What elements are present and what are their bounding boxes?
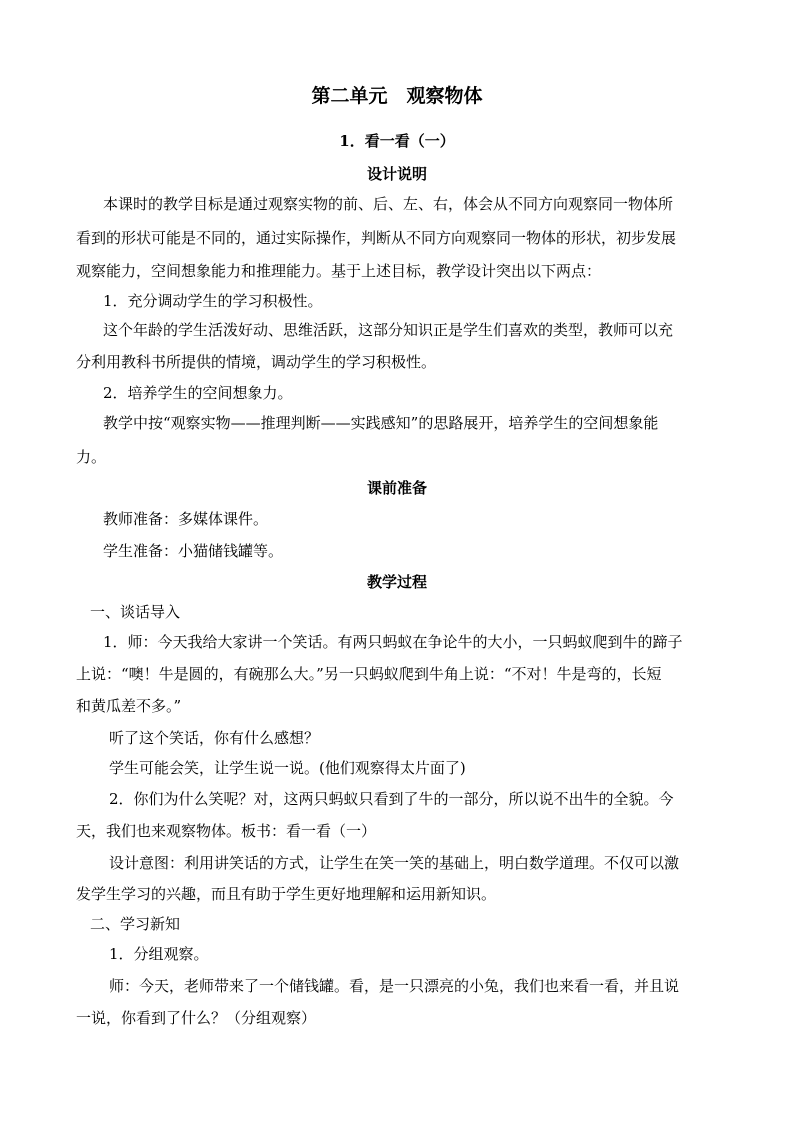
process-paragraph-line: 2．你们为什么笑呢？对，这两只蚂蚁只看到了牛的一部分，所以说不出牛的全貌。今	[109, 790, 674, 808]
design-paragraph-line: 力。	[76, 448, 107, 466]
process-paragraph-line: 上说：“噢！牛是圆的，有碗那么大。”另一只蚂蚁爬到牛角上说：“不对！牛是弯的，长短	[76, 665, 662, 683]
prep-student: 学生准备：小猫储钱罐等。	[103, 542, 284, 560]
design-paragraph-line: 观察能力，空间想象能力和推理能力。基于上述目标，教学设计突出以下两点：	[76, 262, 602, 280]
lesson-title: 1．看一看（一）	[339, 132, 455, 150]
design-point-1: 1．充分调动学生的学习积极性。	[103, 292, 323, 310]
process-paragraph-line: 师：今天，老师带来了一个储钱罐。看，是一只漂亮的小兔，我们也来看一看，并且说	[109, 977, 680, 995]
section-heading-process: 教学过程	[366, 573, 427, 591]
process-paragraph-line: 1．师：今天我给大家讲一个笑话。有两只蚂蚁在争论牛的大小，一只蚂蚁爬到牛的蹄子	[103, 633, 683, 651]
section-heading-prep: 课前准备	[366, 479, 427, 497]
process-question: 听了这个笑话，你有什么感想？	[109, 729, 320, 747]
design-intent-line: 发学生学习的兴趣，而且有助于学生更好地理解和运用新知识。	[76, 885, 497, 903]
prep-teacher: 教师准备：多媒体课件。	[103, 510, 269, 528]
design-paragraph-line: 本课时的教学目标是通过观察实物的前、后、左、右，体会从不同方向观察同一物体所	[103, 195, 674, 213]
design-paragraph-line: 看到的形状可能是不同的，通过实际操作，判断从不同方向观察同一物体的形状，初步发展	[76, 229, 677, 247]
process-paragraph-line: 和黄瓜差不多。”	[76, 697, 182, 715]
design-paragraph-line: 这个年龄的学生活泼好动、思维活跃，这部分知识正是学生们喜欢的类型，教师可以充	[103, 321, 674, 339]
section-heading-design: 设计说明	[366, 165, 427, 183]
process-answer: 学生可能会笑，让学生说一说。(他们观察得太片面了)	[109, 759, 466, 777]
design-paragraph-line: 教学中按“观察实物——推理判断——实践感知”的思路展开，培养学生的空间想象能	[103, 414, 659, 432]
process-subheading: 1．分组观察。	[109, 945, 209, 963]
process-heading-1: 一、谈话导入	[90, 603, 181, 621]
design-point-2: 2．培养学生的空间想象力。	[103, 384, 293, 402]
design-paragraph-line: 分利用教科书所提供的情境，调动学生的学习积极性。	[76, 353, 437, 371]
process-paragraph-line: 一说，你看到了什么？（分组观察）	[76, 1009, 317, 1027]
design-intent-line: 设计意图：利用讲笑话的方式，让学生在笑一笑的基础上，明白数学道理。不仅可以激	[109, 854, 680, 872]
process-heading-2: 二、学习新知	[90, 915, 181, 933]
unit-title: 第二单元 观察物体	[311, 85, 483, 107]
process-paragraph-line: 天，我们也来观察物体。板书：看一看（一）	[76, 822, 377, 840]
